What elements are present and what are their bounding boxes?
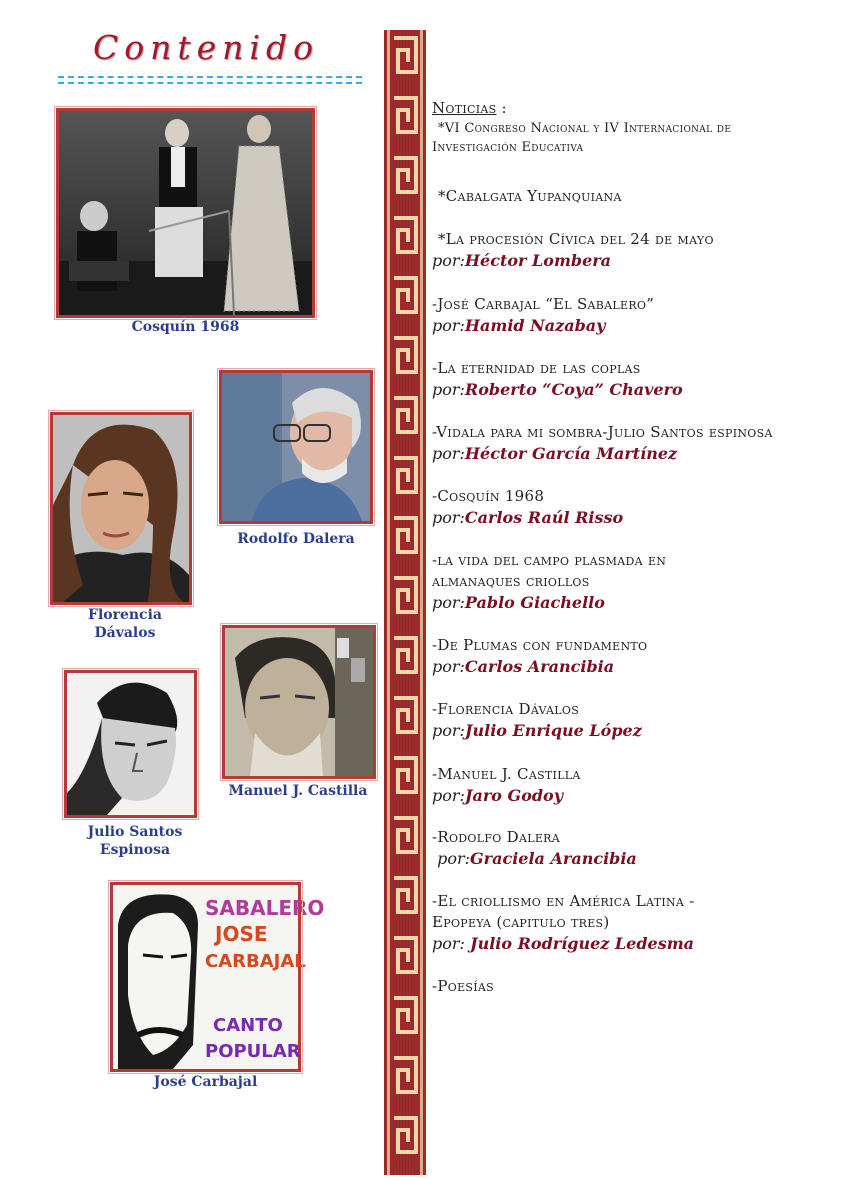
toc-manuel bbox=[432, 764, 852, 806]
florencia-author: Julio Enrique López bbox=[464, 721, 642, 740]
florencia-davalos-caption bbox=[50, 606, 200, 642]
plumas-title: -De Plumas con fundamento bbox=[432, 636, 648, 654]
title-underline bbox=[58, 76, 362, 78]
procesion-title: *La procesión Cívica del 24 de mayo bbox=[438, 230, 714, 248]
rodolfo-title: -Rodolfo Dalera bbox=[432, 828, 560, 846]
manuel-castilla-caption: Manuel J. Castilla bbox=[228, 783, 368, 799]
toc-rodolfo bbox=[432, 827, 852, 869]
rodolfo-por: por: bbox=[432, 849, 470, 868]
criollismo-title-line-2: Epopeya (capitulo tres) bbox=[432, 913, 610, 931]
toc-florencia bbox=[432, 699, 852, 741]
album-title-line-5: POPULAR bbox=[205, 1041, 301, 1062]
florencia-davalos-photo bbox=[50, 412, 192, 605]
espinosa-caption-line-1: Julio Santos bbox=[87, 824, 183, 840]
toc-criollismo bbox=[432, 891, 852, 954]
noticias-heading: Noticias bbox=[432, 99, 497, 117]
toc-noticias bbox=[432, 98, 852, 157]
rodolfo-dalera-photo bbox=[219, 370, 373, 524]
album-title-line-3: CARBAJAL bbox=[205, 951, 306, 972]
album-title-line-2: JOSE bbox=[215, 922, 268, 946]
jose-carbajal-album-cover bbox=[110, 882, 325, 1072]
album-title-line-4: CANTO bbox=[213, 1015, 283, 1036]
toc-coplas bbox=[432, 358, 852, 400]
vidala-title: -Vidala para mi sombra-Julio Santos espinosa bbox=[432, 423, 773, 441]
plumas-por: por: bbox=[432, 657, 465, 676]
plumas-author: Carlos Arancibia bbox=[464, 657, 615, 676]
coplas-por: por: bbox=[432, 380, 465, 399]
criollismo-title-line-1: -El criollismo en América Latina - bbox=[432, 892, 695, 910]
sabalero-por: por: bbox=[432, 316, 465, 335]
cosquin-author: Carlos Raúl Risso bbox=[464, 508, 624, 527]
campo-author: Pablo Giachello bbox=[464, 593, 605, 612]
title-underline-2 bbox=[58, 82, 362, 84]
sabalero-author: Hamid Nazabay bbox=[464, 316, 606, 335]
toc-cabalgata: *Cabalgata Yupanquiana bbox=[438, 187, 622, 205]
criollismo-author: Julio Rodríguez Ledesma bbox=[470, 934, 695, 953]
procesion-por: por: bbox=[432, 251, 465, 270]
manuel-title: -Manuel J. Castilla bbox=[432, 765, 581, 783]
campo-por: por: bbox=[432, 593, 465, 612]
cosquin-1968-caption: Cosquín 1968 bbox=[131, 319, 240, 335]
page-title: Contenido bbox=[93, 28, 319, 67]
campo-title-line-2: almanaques criollos bbox=[432, 572, 590, 590]
decorative-woven-band bbox=[384, 30, 426, 1175]
jose-carbajal-caption: José Carbajal bbox=[153, 1074, 258, 1090]
coplas-title: -La eternidad de las coplas bbox=[432, 359, 641, 377]
manuel-por: por: bbox=[432, 786, 465, 805]
florencia-caption-line-2: Dávalos bbox=[94, 625, 156, 641]
rodolfo-author: Graciela Arancibia bbox=[470, 849, 637, 868]
cosquin-1968-photo bbox=[56, 108, 315, 318]
toc-sabalero bbox=[432, 294, 852, 336]
toc-campo bbox=[432, 550, 852, 613]
cosquin-title: -Cosquín 1968 bbox=[432, 487, 545, 505]
florencia-caption-line-1: Florencia bbox=[88, 607, 162, 623]
noticias-item-2: Investigación Educativa bbox=[432, 140, 584, 155]
espinosa-caption-line-2: Espinosa bbox=[99, 842, 171, 858]
toc-plumas bbox=[432, 635, 852, 677]
toc-poesias: -Poesías bbox=[432, 977, 494, 995]
album-title-line-1: SABALERO bbox=[205, 896, 325, 920]
noticias-item-1: *VI Congreso Nacional y IV Internacional de bbox=[438, 121, 732, 136]
manuel-castilla-photo bbox=[222, 625, 376, 779]
toc-procesion bbox=[432, 229, 852, 271]
vidala-author: Héctor García Martínez bbox=[464, 444, 678, 463]
procesion-author: Héctor Lombera bbox=[464, 251, 612, 270]
criollismo-por: por: bbox=[432, 934, 470, 953]
campo-title-line-1: -la vida del campo plasmada en bbox=[432, 551, 667, 569]
noticias-colon: : bbox=[496, 99, 507, 117]
coplas-author: Roberto “Coya” Chavero bbox=[464, 380, 683, 399]
rodolfo-dalera-caption: Rodolfo Dalera bbox=[237, 531, 355, 547]
cosquin-por: por: bbox=[432, 508, 465, 527]
toc-cosquin bbox=[432, 486, 852, 528]
florencia-por: por: bbox=[432, 721, 465, 740]
manuel-author: Jaro Godoy bbox=[464, 786, 564, 805]
florencia-title: -Florencia Dávalos bbox=[432, 700, 580, 718]
julio-santos-espinosa-photo bbox=[64, 670, 197, 818]
sabalero-title: -José Carbajal “El Sabalero” bbox=[432, 295, 655, 313]
toc-vidala bbox=[432, 422, 852, 464]
julio-santos-espinosa-caption bbox=[60, 823, 210, 859]
vidala-por: por: bbox=[432, 444, 465, 463]
